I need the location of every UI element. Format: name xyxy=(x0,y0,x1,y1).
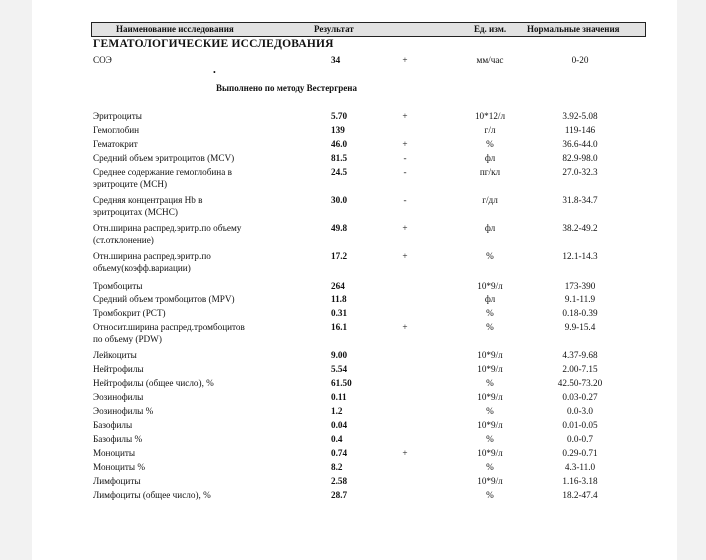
row-name: Нейтрофилы (общее число), % xyxy=(93,378,214,388)
row-name: Средняя концентрация Hb в xyxy=(93,195,203,205)
row-result: 5.70 xyxy=(331,111,348,121)
row-norm: 9.1-11.9 xyxy=(564,294,596,304)
row-name: Эозинофилы % xyxy=(93,406,154,416)
row-norm: 173-390 xyxy=(564,281,596,291)
row-flag: + xyxy=(402,251,408,261)
row-flag: - xyxy=(403,195,407,205)
row-unit: % xyxy=(486,308,494,318)
row-name: Эритроциты xyxy=(93,111,142,121)
row-name: Моноциты xyxy=(93,448,136,458)
row-result: 5.54 xyxy=(331,364,348,374)
row-unit: мм/час xyxy=(476,55,504,65)
row-flag: - xyxy=(403,153,407,163)
row-norm: 2.00-7.15 xyxy=(562,364,598,374)
row-norm: 82.9-98.0 xyxy=(562,153,598,163)
row-name-continued: по объему (PDW) xyxy=(93,334,162,344)
row-norm: 18.2-47.4 xyxy=(562,490,598,500)
row-unit: % xyxy=(486,322,494,332)
row-name: Отн.ширина распред.эритр.по объему xyxy=(93,223,242,233)
row-unit: 10*9/л xyxy=(477,420,503,430)
row-norm: 0-20 xyxy=(571,55,589,65)
row-flag: + xyxy=(402,448,408,458)
row-result: 28.7 xyxy=(331,490,348,500)
row-name: Отн.ширина распред.эритр.по xyxy=(93,251,211,261)
row-unit: 10*9/л xyxy=(477,281,503,291)
row-result: 81.5 xyxy=(331,153,348,163)
row-name: Моноциты % xyxy=(93,462,146,472)
row-name: Эозинофилы xyxy=(93,392,144,402)
row-flag: + xyxy=(402,55,408,65)
row-norm: 0.0-0.7 xyxy=(566,434,594,444)
row-name: Относит.ширина распред.тромбоцитов xyxy=(93,322,245,332)
row-result: 30.0 xyxy=(331,195,348,205)
row-norm: 0.01-0.05 xyxy=(562,420,598,430)
row-result: 46.0 xyxy=(331,139,348,149)
row-norm: 4.37-9.68 xyxy=(562,350,598,360)
table-header xyxy=(91,22,646,37)
row-result: 34 xyxy=(331,55,341,65)
row-unit: % xyxy=(486,378,494,388)
row-name: Средний объем тромбоцитов (MPV) xyxy=(93,294,235,304)
row-unit: 10*9/л xyxy=(477,364,503,374)
row-name-continued: (ст.отклонение) xyxy=(93,235,154,245)
row-norm: 0.0-3.0 xyxy=(566,406,594,416)
row-norm: 3.92-5.08 xyxy=(562,111,598,121)
row-result: 9.00 xyxy=(331,350,348,360)
row-norm: 1.16-3.18 xyxy=(562,476,598,486)
row-name: СОЭ xyxy=(93,55,112,65)
row-name: Базофилы % xyxy=(93,434,143,444)
row-result: 0.4 xyxy=(331,434,343,444)
row-name: Тромбокрит (PCT) xyxy=(93,308,166,318)
row-norm: 0.29-0.71 xyxy=(562,448,598,458)
row-unit: г/л xyxy=(484,125,496,135)
row-unit: фл xyxy=(484,294,496,304)
row-name: Лимфоциты xyxy=(93,476,141,486)
row-result: 0.31 xyxy=(331,308,348,318)
row-norm: 12.1-14.3 xyxy=(562,251,598,261)
row-name-continued: эритроцитах (MCHC) xyxy=(93,207,178,217)
row-unit: фл xyxy=(484,153,496,163)
row-name: Нейтрофилы xyxy=(93,364,144,374)
row-result: 0.74 xyxy=(331,448,348,458)
row-norm: 42.50-73.20 xyxy=(557,378,603,388)
row-name: Тромбоциты xyxy=(93,281,143,291)
row-unit: % xyxy=(486,462,494,472)
row-unit: фл xyxy=(484,223,496,233)
row-norm: 119-146 xyxy=(564,125,596,135)
row-result: 24.5 xyxy=(331,167,348,177)
row-norm: 0.18-0.39 xyxy=(562,308,598,318)
row-unit: % xyxy=(486,406,494,416)
row-name: Гематокрит xyxy=(93,139,138,149)
method-note: Выполнено по методу Вестергрена xyxy=(216,83,357,93)
row-name: Гемоглобин xyxy=(93,125,140,135)
row-result: 17.2 xyxy=(331,251,348,261)
row-name: Лейкоциты xyxy=(93,350,137,360)
header-name: Наименование исследования xyxy=(116,24,234,34)
row-name: Базофилы xyxy=(93,420,133,430)
row-name-continued: эритроците (MCH) xyxy=(93,179,168,189)
row-norm: 27.0-32.3 xyxy=(562,167,598,177)
row-result: 139 xyxy=(331,125,345,135)
header-norm: Нормальные значения xyxy=(527,24,620,34)
row-norm: 36.6-44.0 xyxy=(562,139,598,149)
row-norm: 38.2-49.2 xyxy=(562,223,598,233)
row-flag: + xyxy=(402,139,408,149)
row-name: Среднее содержание гемоглобина в xyxy=(93,167,232,177)
row-result: 16.1 xyxy=(331,322,348,332)
row-unit: 10*9/л xyxy=(477,392,503,402)
row-norm: 9.9-15.4 xyxy=(564,322,596,332)
row-result: 61.50 xyxy=(331,378,352,388)
row-norm: 31.8-34.7 xyxy=(562,195,598,205)
row-unit: 10*9/л xyxy=(477,448,503,458)
row-unit: % xyxy=(486,139,494,149)
row-result: 0.04 xyxy=(331,420,348,430)
row-norm: 0.03-0.27 xyxy=(562,392,598,402)
method-bullet: • xyxy=(213,68,216,77)
row-unit: % xyxy=(486,251,494,261)
row-unit: пг/кл xyxy=(479,167,501,177)
row-result: 264 xyxy=(331,281,345,291)
row-flag: - xyxy=(403,167,407,177)
row-name: Средний объем эритроцитов (MCV) xyxy=(93,153,235,163)
row-unit: 10*12/л xyxy=(474,111,506,121)
row-result: 2.58 xyxy=(331,476,348,486)
row-unit: г/дл xyxy=(482,195,498,205)
row-name-continued: объему(коэфф.вариации) xyxy=(93,263,191,273)
row-flag: + xyxy=(402,111,408,121)
row-result: 8.2 xyxy=(331,462,343,472)
row-result: 11.8 xyxy=(331,294,347,304)
row-flag: + xyxy=(402,322,408,332)
row-unit: % xyxy=(486,490,494,500)
row-name: Лимфоциты (общее число), % xyxy=(93,490,211,500)
section-title: ГЕМАТОЛОГИЧЕСКИЕ ИССЛЕДОВАНИЯ xyxy=(93,38,334,50)
row-flag: + xyxy=(402,223,408,233)
row-unit: % xyxy=(486,434,494,444)
row-result: 0.11 xyxy=(331,392,347,402)
row-result: 49.8 xyxy=(331,223,348,233)
row-unit: 10*9/л xyxy=(477,350,503,360)
row-unit: 10*9/л xyxy=(477,476,503,486)
row-result: 1.2 xyxy=(331,406,343,416)
header-unit: Ед. изм. xyxy=(474,24,507,34)
row-norm: 4.3-11.0 xyxy=(564,462,596,472)
header-result: Результат xyxy=(314,24,354,34)
